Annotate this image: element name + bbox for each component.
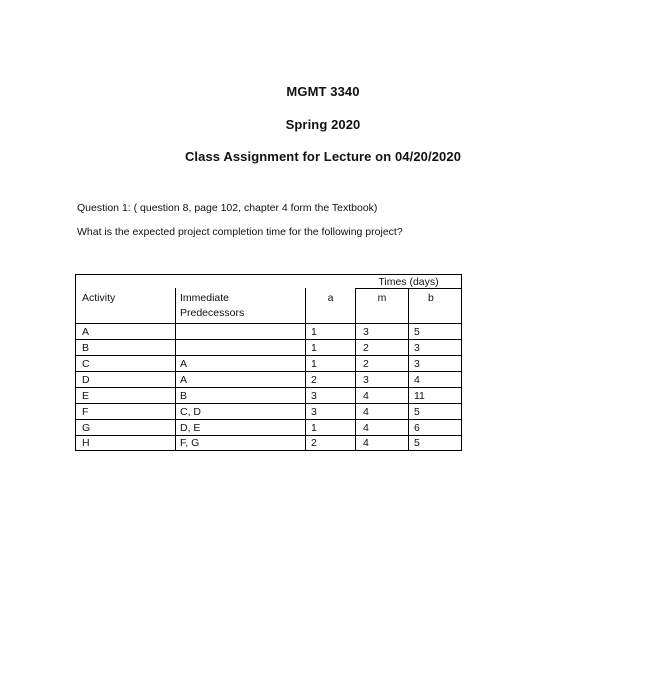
column-divider [305,288,306,451]
table-cell-activity: A [82,326,90,338]
table-cell-m: 4 [363,422,369,434]
m-header: m [377,292,387,304]
table-cell-b: 11 [414,390,425,402]
table-cell-predecessors: B [180,390,188,402]
activity-times-table [75,274,462,451]
header-divider [75,323,462,324]
table-cell-a: 2 [311,374,317,386]
table-border-bottom [75,450,462,451]
table-cell-activity: H [82,437,90,449]
column-divider [355,288,356,451]
a-header: a [327,292,334,304]
table-cell-activity: D [82,374,90,386]
row-divider [75,371,462,372]
row-divider [75,403,462,404]
table-cell-predecessors: A [180,358,188,370]
times-group-header: Times (days) [378,276,439,288]
course-title: MGMT 3340 [286,84,360,99]
table-cell-activity: G [82,422,91,434]
table-cell-a: 1 [311,422,317,434]
table-cell-b: 5 [414,406,420,418]
table-cell-m: 3 [363,326,369,338]
table-cell-m: 3 [363,374,369,386]
table-cell-a: 1 [311,326,317,338]
table-cell-predecessors: F, G [180,437,200,449]
table-cell-predecessors: C, D [180,406,201,418]
row-divider [75,435,462,436]
table-cell-b: 3 [414,358,420,370]
assignment-title: Class Assignment for Lecture on 04/20/2020 [184,149,462,164]
table-cell-m: 4 [363,406,369,418]
predecessors-header-line1: Immediate [180,292,230,304]
question-title: Question 1: ( question 8, page 102, chapter 4 form the Textbook) [77,202,378,214]
table-cell-a: 1 [311,342,317,354]
row-divider [75,355,462,356]
question-text: What is the expected project completion time for the following project? [77,226,403,238]
table-cell-m: 2 [363,358,369,370]
row-divider [75,339,462,340]
table-cell-a: 2 [311,437,317,449]
activity-header: Activity [82,292,116,304]
table-border-left [75,274,76,451]
table-cell-m: 4 [363,390,369,402]
table-cell-activity: C [82,358,90,370]
row-divider [75,387,462,388]
term-title: Spring 2020 [285,117,361,132]
table-cell-m: 4 [363,437,369,449]
table-cell-predecessors: A [180,374,188,386]
table-cell-a: 1 [311,358,317,370]
table-cell-activity: F [82,406,89,418]
table-cell-activity: B [82,342,90,354]
table-cell-b: 4 [414,374,420,386]
column-divider [175,288,176,451]
table-cell-activity: E [82,390,90,402]
table-cell-a: 3 [311,406,317,418]
table-cell-m: 2 [363,342,369,354]
table-cell-a: 3 [311,390,317,402]
table-cell-predecessors: D, E [180,422,201,434]
table-cell-b: 6 [414,422,420,434]
table-cell-b: 5 [414,326,420,338]
table-cell-b: 5 [414,437,420,449]
row-divider [75,419,462,420]
table-border-right [461,274,462,451]
predecessors-header-line2: Predecessors [180,307,245,319]
table-cell-b: 3 [414,342,420,354]
b-header: b [428,292,434,304]
column-divider [408,288,409,451]
